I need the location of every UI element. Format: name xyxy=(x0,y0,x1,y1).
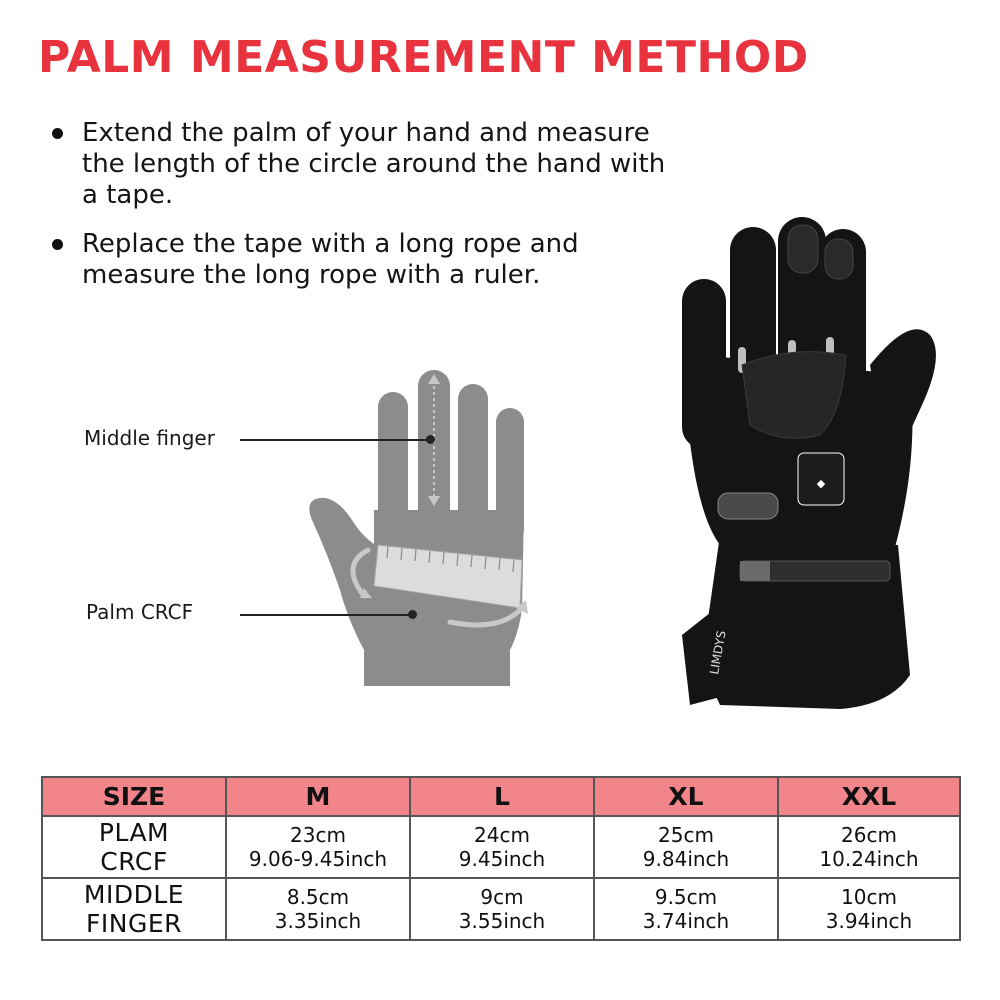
middle-finger-leader xyxy=(240,439,430,441)
bullet-icon xyxy=(52,128,63,139)
row-label-palm: PLAM CRCF xyxy=(42,816,226,878)
palm-leader xyxy=(240,614,412,616)
hand-measurement-illustration xyxy=(290,360,550,690)
instruction-item xyxy=(46,229,686,291)
header-m: M xyxy=(226,777,410,816)
table-cell: 26cm 10.24inch xyxy=(778,816,960,878)
page-title: PALM MEASUREMENT METHOD xyxy=(38,32,809,83)
middle-finger-label: Middle finger xyxy=(84,426,215,450)
bullet-icon xyxy=(52,239,63,250)
table-cell: 9cm 3.55inch xyxy=(410,878,594,940)
palm-label: Palm CRCF xyxy=(86,600,194,624)
instruction-text: Extend the palm of your hand and measure the length of the circle around the hand with a tape. xyxy=(82,118,666,210)
table-cell: 25cm 9.84inch xyxy=(594,816,778,878)
table-cell: 24cm 9.45inch xyxy=(410,816,594,878)
table-header-row xyxy=(42,777,960,816)
size-chart-table xyxy=(41,776,961,941)
instruction-item xyxy=(46,118,686,211)
table-cell: 23cm 9.06-9.45inch xyxy=(226,816,410,878)
glove-brand-text: LIMDYS xyxy=(707,629,729,676)
palm-marker xyxy=(408,610,417,619)
row-label-middle-finger: MIDDLE FINGER xyxy=(42,878,226,940)
table-row xyxy=(42,816,960,878)
header-xl: XL xyxy=(594,777,778,816)
header-xxl: XXL xyxy=(778,777,960,816)
svg-text:◆: ◆ xyxy=(816,477,826,490)
table-row xyxy=(42,878,960,940)
table-cell: 9.5cm 3.74inch xyxy=(594,878,778,940)
header-l: L xyxy=(410,777,594,816)
header-size: SIZE xyxy=(42,777,226,816)
middle-finger-marker xyxy=(426,435,435,444)
instruction-list xyxy=(46,118,686,309)
table-cell: 8.5cm 3.35inch xyxy=(226,878,410,940)
glove-product-image xyxy=(660,205,950,730)
table-cell: 10cm 3.94inch xyxy=(778,878,960,940)
instruction-text: Replace the tape with a long rope and measure the long rope with a ruler. xyxy=(82,229,579,290)
